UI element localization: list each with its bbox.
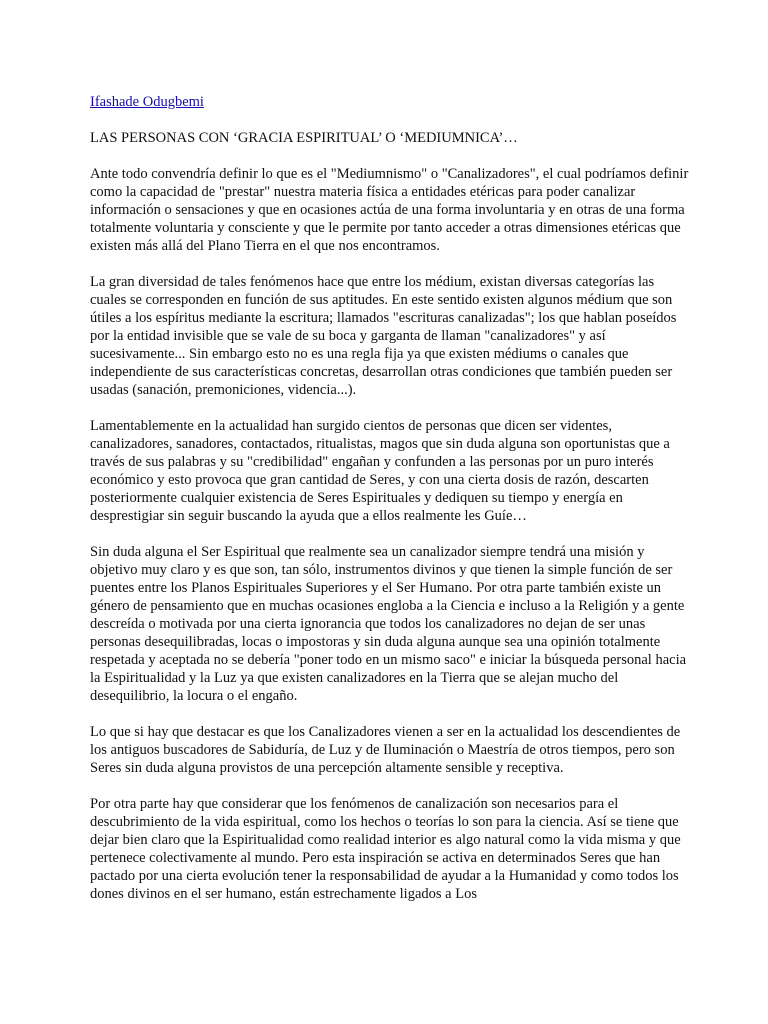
paragraph-4: Sin duda alguna el Ser Espiritual que realmente sea un canalizador siempre tendrá una misión y objetivo muy claro y es que son, tan sólo, instrumentos divinos y que tienen la simple función de ser puentes entre los Planos Espirituales Superiores y el Ser Humano. Por otra parte también existe un género de pensamiento que en muchas ocasiones engloba a la Ciencia e incluso a la Religión y a gente descreída o motivada por una cierta ignorancia que todos los canalizadores no dejan de ser unas personas desequilibradas, locas o impostoras y sin duda alguna aunque sea una opinión totalmente respetada y aceptada no se debería "poner todo en un mismo saco" e iniciar la búsqueda personal hacia la Espiritualidad y la Luz ya que existen canalizadores en la Tierra que se alejan mucho del desequilibrio, la locura o el engaño. [90,544,687,704]
paragraph-6: Por otra parte hay que considerar que los fenómenos de canalización son necesarios para el descubrimiento de la vida espiritual, como los hechos o teorías lo son para la ciencia. Así se tiene que dejar bien claro que la Espiritualidad como realidad interior es algo natural como la vida misma y que pertenece colectivamente al mundo. Pero esta inspiración se activa en determinados Seres que han pactado por una cierta evolución tener la responsabilidad de ayudar a la Humanidad y como todos los dones divinos en el ser humano, están estrechamente ligados a Los [90,796,681,902]
paragraph-1: Ante todo convendría definir lo que es el "Mediumnismo" o "Canalizadores", el cual podríamos definir como la capacidad de "prestar" nuestra materia física a entidades etéricas para poder canalizar información o sensaciones y que en ocasiones actúa de una forma involuntaria y en otras de una forma totalmente voluntaria y consciente y que le permite por tanto acceder a otras dimensiones etéricas que existen más allá del Plano Tierra en el que nos encontramos. [90,166,689,254]
paragraph-2: La gran diversidad de tales fenómenos hace que entre los médium, existan diversas categorías las cuales se corresponden en función de sus aptitudes. En este sentido existen algunos médium que son útiles a los espíritus mediante la escritura; llamados "escrituras canalizadas"; los que hablan poseídos por la entidad invisible que se vale de su boca y garganta de llaman "canalizadores" y así sucesivamente... Sin embargo esto no es una regla fija ya que existen médiums o canales que independiente de sus características concretas, desarrollan otras condiciones que también pueden ser usadas (sanación, premoniciones, videncia...). [90,274,677,398]
paragraph-3: Lamentablemente en la actualidad han surgido cientos de personas que dicen ser videntes, canalizadores, sanadores, contactados, ritualistas, magos que sin duda alguna son oportunistas que a través de sus palabras y su "credibilidad" engañan y confunden a las personas por un puro interés económico y esto provoca que gran cantidad de Seres, y con una cierta dosis de razón, descarten posteriormente cualquier existencia de Seres Espirituales y dediquen su tiempo y energía en desprestigiar sin seguir buscando la ayuda que a ellos realmente les Guíe… [90,418,670,524]
document-title: LAS PERSONAS CON ‘GRACIA ESPIRITUAL’ O ‘MEDIUMNICA’… [90,130,518,146]
paragraph-5: Lo que si hay que destacar es que los Canalizadores vienen a ser en la actualidad los descendientes de los antiguos buscadores de Sabiduría, de Luz y de Iluminación o Maestría de otros tiempos, pero son Seres sin duda alguna provistos de una percepción altamente sensible y receptiva. [90,724,681,776]
author-link[interactable]: Ifashade Odugbemi [90,94,204,110]
